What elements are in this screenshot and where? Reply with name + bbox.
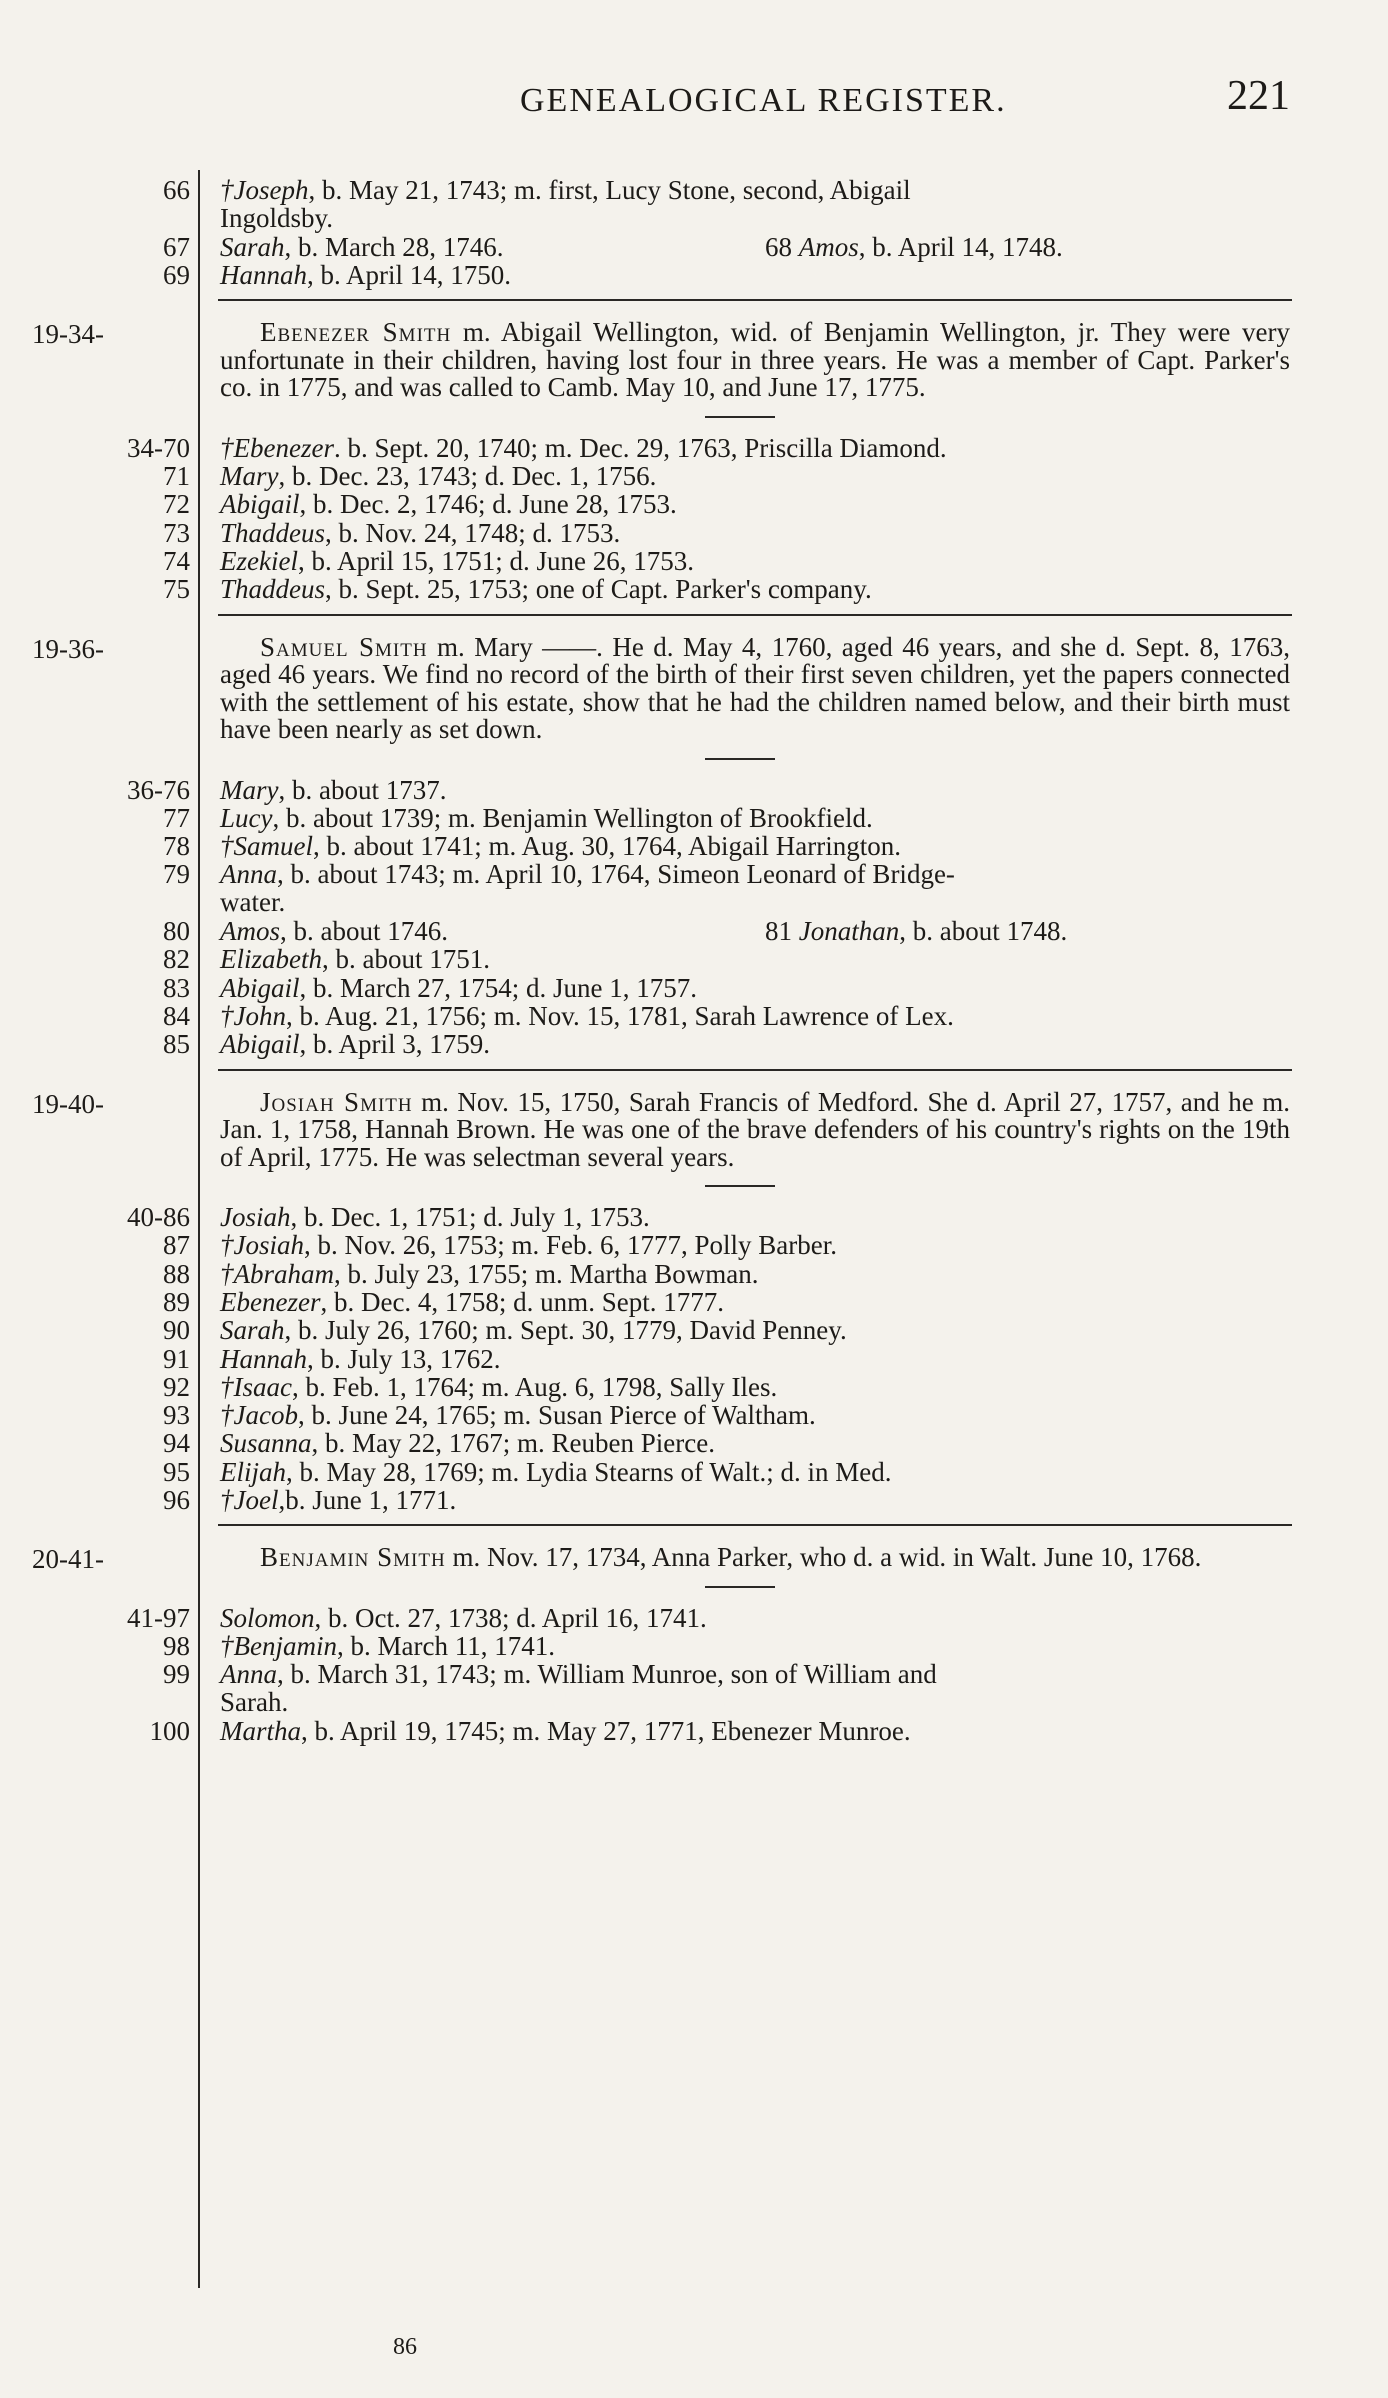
- family-number: 20-41-: [32, 1544, 104, 1575]
- child-entry: [0, 832, 1388, 860]
- entry-text: [220, 1345, 1290, 1373]
- child-entry: [0, 233, 1388, 261]
- short-rule: [705, 1185, 775, 1187]
- family-head-name: Ebenezer Smith: [260, 317, 452, 348]
- entry-text: [220, 434, 1290, 462]
- entry-text: [220, 519, 1290, 547]
- entry-line: Mary, b. Dec. 23, 1743; d. Dec. 1, 1756.: [220, 461, 657, 491]
- child-entry: [0, 1260, 1388, 1288]
- entry-line: Ebenezer, b. Dec. 4, 1758; d. unm. Sept. 1777.: [220, 1286, 724, 1317]
- entry-number: 72: [163, 489, 190, 520]
- family-number: 19-40-: [32, 1088, 104, 1119]
- entry-line: Abigail, b. Dec. 2, 1746; d. June 28, 1753.: [220, 489, 677, 520]
- child-entry: [0, 1632, 1388, 1660]
- entry-text: [220, 261, 1290, 289]
- entry-text: [220, 1401, 1290, 1429]
- child-entry: [0, 1345, 1388, 1373]
- entry-number: 66: [163, 175, 190, 205]
- child-entry: [0, 490, 1388, 518]
- section-rule: [218, 1069, 1292, 1071]
- child-entry: [0, 945, 1388, 973]
- entry-number: 73: [163, 517, 190, 548]
- entry-text: [220, 1660, 1290, 1716]
- entry-line: Elijah, b. May 28, 1769; m. Lydia Stearns of Walt.; d. in Med.: [220, 1456, 892, 1487]
- child-entry: [0, 1316, 1388, 1344]
- entry-line: Abigail, b. March 27, 1754; d. June 1, 1757.: [220, 972, 697, 1003]
- entry-text: [220, 1604, 1290, 1632]
- section-rule: [218, 1524, 1292, 1526]
- entry-text: [220, 1030, 1290, 1058]
- entry-number: 36-76: [127, 774, 190, 805]
- entry-line: Sarah.: [220, 1687, 289, 1718]
- entry-number: 95: [163, 1456, 190, 1487]
- entry-line: †Joel,b. June 1, 1771.: [220, 1485, 457, 1515]
- entry-text: [220, 233, 1290, 261]
- entry-line: †Ebenezer. b. Sept. 20, 1740; m. Dec. 29, 1763, Priscilla Diamond.: [220, 432, 947, 463]
- entry-text: [220, 575, 1290, 603]
- child-entry: [0, 804, 1388, 832]
- child-entry: [0, 1660, 1388, 1717]
- entry-line: †Jacob, b. June 24, 1765; m. Susan Pierce of Waltham.: [220, 1400, 816, 1431]
- entry-line: †Joseph, b. May 21, 1743; m. first, Lucy Stone, second, Abigail: [220, 175, 911, 205]
- entry-text: [220, 776, 1290, 804]
- entry-text: [220, 1316, 1290, 1344]
- entry-number: 40-86: [127, 1202, 190, 1232]
- entry-text: [220, 1486, 1290, 1514]
- entry-number: 79: [163, 859, 190, 890]
- family-head-name: Samuel Smith: [260, 631, 428, 662]
- entry-line: Mary, b. about 1737.: [220, 774, 447, 805]
- entry-text: [220, 974, 1290, 1002]
- child-entry: [0, 1429, 1388, 1457]
- family-paragraph: Benjamin Smith m. Nov. 17, 1734, Anna Parker, who d. a wid. in Walt. June 10, 1768.: [260, 1542, 1202, 1573]
- entry-line: Anna, b. March 31, 1743; m. William Munroe, son of William and: [220, 1659, 937, 1690]
- family-paragraph: Ebenezer Smith m. Abigail Wellington, wid. of Benjamin Wellington, jr. They were very unfortunate in their children, having lost four in three years. He was a member of Capt. Parker's co. in 1775, and was called to Camb. May 10, and June 17, 1775.: [220, 317, 1290, 403]
- child-entry: [0, 1030, 1388, 1058]
- entry-number: 92: [163, 1371, 190, 1402]
- entry-number: 69: [163, 259, 190, 290]
- page-number: 221: [1227, 73, 1290, 119]
- entry-line: †Isaac, b. Feb. 1, 1764; m. Aug. 6, 1798, Sally Iles.: [220, 1371, 778, 1402]
- entry-number: 85: [163, 1029, 190, 1060]
- family-head-name: Benjamin Smith: [260, 1542, 446, 1573]
- child-entry: [0, 1002, 1388, 1030]
- section-rule: [218, 614, 1292, 616]
- child-entry: [0, 917, 1388, 945]
- second-column-entry: 81 Jonathan, b. about 1748.: [765, 916, 1068, 946]
- child-entry: [0, 547, 1388, 575]
- entry-text: [220, 832, 1290, 860]
- family-number: 19-34-: [32, 319, 104, 350]
- entry-text: [220, 804, 1290, 832]
- entry-text: [220, 490, 1290, 518]
- entry-number: 88: [163, 1258, 190, 1289]
- child-entry: [0, 575, 1388, 603]
- entry-text: [220, 462, 1290, 490]
- child-entry: [0, 261, 1388, 289]
- family-paragraph: Samuel Smith m. Mary ——. He d. May 4, 1760, aged 46 years, and she d. Sept. 8, 1763, aged 46 years. We find no record of the birth of their first seven children, yet the papers connected with the settlement of his estate, show that he had the children named below, and their birth must have been nearly as set down.: [220, 631, 1290, 744]
- entry-text: [220, 1632, 1290, 1660]
- entry-line: †Josiah, b. Nov. 26, 1753; m. Feb. 6, 1777, Polly Barber.: [220, 1230, 837, 1261]
- entry-text: [220, 1373, 1290, 1401]
- short-rule: [705, 758, 775, 760]
- running-title: GENEALOGICAL REGISTER.: [520, 82, 1007, 119]
- entry-line: †Samuel, b. about 1741; m. Aug. 30, 1764, Abigail Harrington.: [220, 831, 901, 862]
- entry-number: 87: [163, 1230, 190, 1261]
- child-entry: [0, 1203, 1388, 1231]
- child-entry: [0, 1486, 1388, 1514]
- entry-line: Ezekiel, b. April 15, 1751; d. June 26, 1753.: [220, 545, 694, 576]
- signature-mark: 86: [393, 2334, 417, 2360]
- entry-text: [220, 945, 1290, 973]
- entry-text: [220, 176, 1290, 232]
- entry-number: 96: [163, 1485, 190, 1515]
- entry-number: 74: [163, 545, 190, 576]
- entry-line: Hannah, b. April 14, 1750.: [220, 259, 512, 290]
- section-rule: [218, 299, 1292, 301]
- family-head-name: Josiah Smith: [260, 1086, 413, 1117]
- entry-number: 99: [163, 1659, 190, 1690]
- child-entry: [0, 1401, 1388, 1429]
- child-entry: [0, 1604, 1388, 1632]
- child-entry: [0, 1231, 1388, 1259]
- entry-number: 67: [163, 231, 190, 262]
- entry-number: 82: [163, 944, 190, 975]
- entry-line: †John, b. Aug. 21, 1756; m. Nov. 15, 1781, Sarah Lawrence of Lex.: [220, 1000, 954, 1031]
- entry-line: Josiah, b. Dec. 1, 1751; d. July 1, 1753.: [220, 1202, 650, 1232]
- child-entry: [0, 860, 1388, 917]
- entry-text: [220, 1717, 1290, 1745]
- child-entry: [0, 462, 1388, 490]
- entry-line: Hannah, b. July 13, 1762.: [220, 1343, 501, 1374]
- entry-text: [220, 1002, 1290, 1030]
- entry-number: 100: [149, 1716, 190, 1746]
- family-paragraph: Josiah Smith m. Nov. 15, 1750, Sarah Francis of Medford. She d. April 27, 1757, and he m. Jan. 1, 1758, Hannah Brown. He was one of the brave defenders of his country's rights on the 19th of April, 1775. He was selectman several years.: [220, 1086, 1290, 1172]
- child-entry: [0, 1288, 1388, 1316]
- entry-text: [220, 1260, 1290, 1288]
- entry-line: Sarah, b. July 26, 1760; m. Sept. 30, 1779, David Penney.: [220, 1315, 847, 1346]
- entry-line: Abigail, b. April 3, 1759.: [220, 1029, 491, 1060]
- entry-text: [220, 547, 1290, 575]
- short-rule: [705, 416, 775, 418]
- child-entry: [0, 519, 1388, 547]
- entry-line: water.: [220, 887, 286, 918]
- family-number: 19-36-: [32, 633, 104, 664]
- entry-number: 34-70: [127, 432, 190, 463]
- entry-line: Anna, b. about 1743; m. April 10, 1764, Simeon Leonard of Bridge-: [220, 859, 955, 890]
- entry-number: 91: [163, 1343, 190, 1374]
- entry-text: [220, 917, 1290, 945]
- child-entry: [0, 1717, 1388, 1745]
- child-entry: [0, 974, 1388, 1002]
- entry-number: 71: [163, 461, 190, 491]
- entry-line: Thaddeus, b. Sept. 25, 1753; one of Capt. Parker's company.: [220, 574, 872, 605]
- entry-number: 41-97: [127, 1602, 190, 1633]
- entry-text: [220, 1231, 1290, 1259]
- entry-text: [220, 1429, 1290, 1457]
- entry-line: Ingoldsby.: [220, 203, 333, 233]
- entry-text: [220, 860, 1290, 916]
- entry-text: [220, 1458, 1290, 1486]
- child-entry: [0, 434, 1388, 462]
- entry-line: Martha, b. April 19, 1745; m. May 27, 1771, Ebenezer Munroe.: [220, 1716, 911, 1746]
- entry-text: [220, 1203, 1290, 1231]
- entry-line: Thaddeus, b. Nov. 24, 1748; d. 1753.: [220, 517, 621, 548]
- child-entry: [0, 1458, 1388, 1486]
- entry-line: Sarah, b. March 28, 1746. 68 Amos, b. April 14, 1748.: [220, 231, 1063, 262]
- entry-line: †Abraham, b. July 23, 1755; m. Martha Bowman.: [220, 1258, 759, 1289]
- entry-line: Susanna, b. May 22, 1767; m. Reuben Pierce.: [220, 1428, 715, 1459]
- entry-number: 83: [163, 972, 190, 1003]
- entry-number: 89: [163, 1286, 190, 1317]
- entry-line: Lucy, b. about 1739; m. Benjamin Wellington of Brookfield.: [220, 802, 873, 833]
- page-header: [200, 72, 1290, 132]
- entry-number: 84: [163, 1000, 190, 1031]
- entry-line: †Benjamin, b. March 11, 1741.: [220, 1631, 555, 1662]
- entry-number: 98: [163, 1631, 190, 1662]
- second-column-entry: 68 Amos, b. April 14, 1748.: [765, 231, 1063, 262]
- child-entry: [0, 1373, 1388, 1401]
- entry-number: 77: [163, 802, 190, 833]
- entry-number: 94: [163, 1428, 190, 1459]
- entry-line: Elizabeth, b. about 1751.: [220, 944, 490, 975]
- short-rule: [705, 1586, 775, 1588]
- entry-number: 90: [163, 1315, 190, 1346]
- entry-number: 75: [163, 574, 190, 605]
- entry-number: 80: [163, 916, 190, 946]
- entry-line: Amos, b. about 1746. 81 Jonathan, b. about 1748.: [220, 916, 1068, 946]
- entry-line: Solomon, b. Oct. 27, 1738; d. April 16, 1741.: [220, 1602, 707, 1633]
- entry-text: [220, 1288, 1290, 1316]
- child-entry: [0, 776, 1388, 804]
- entry-number: 93: [163, 1400, 190, 1431]
- entry-number: 78: [163, 831, 190, 862]
- child-entry: [0, 176, 1388, 233]
